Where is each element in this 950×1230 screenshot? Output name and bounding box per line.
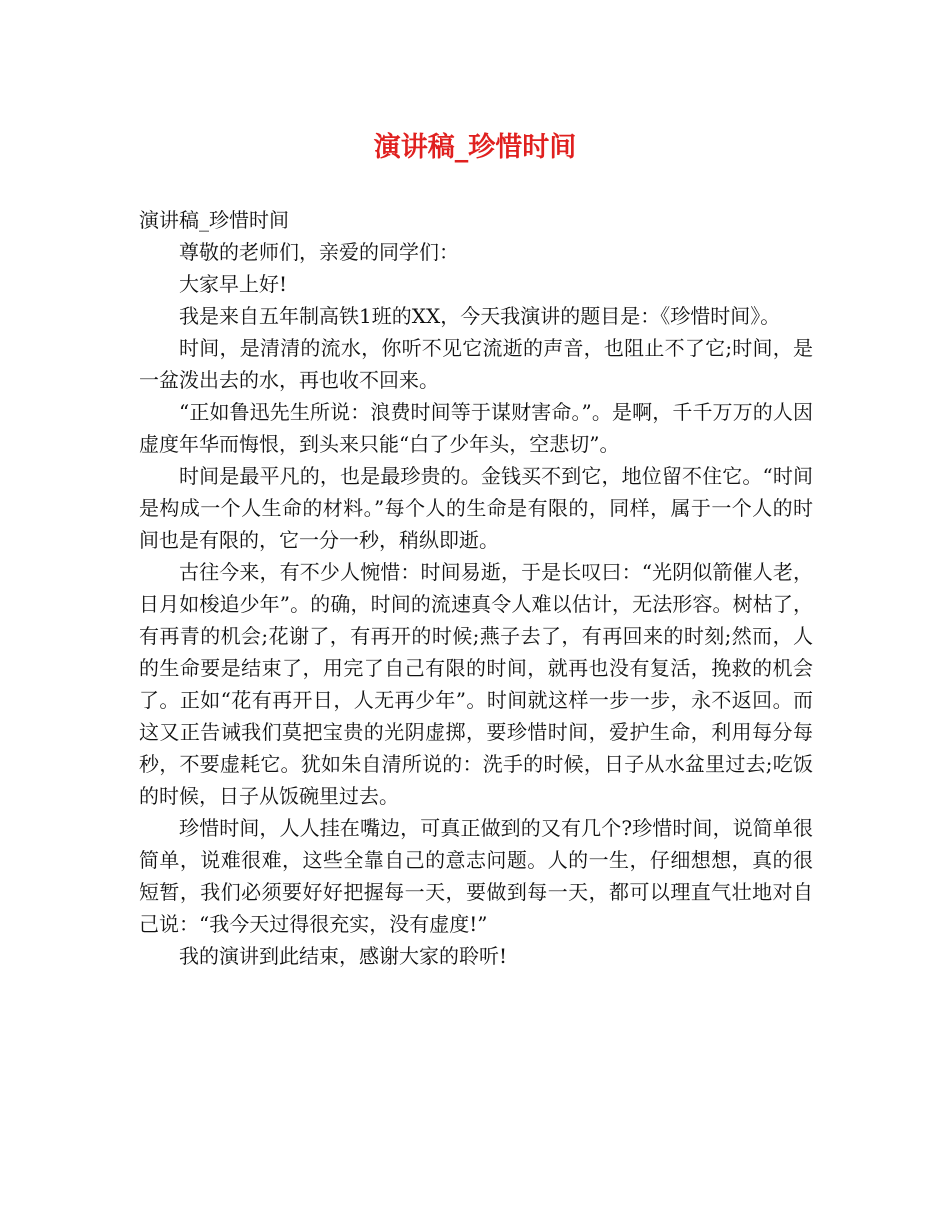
document-title: 演讲稿_珍惜时间	[373, 132, 577, 163]
paragraph-cherish-time: 珍惜时间，人人挂在嘴边，可真正做到的又有几个?珍惜时间，说简单很简单，说难很难，这些全靠自己的意志问题。人的一生，仔细想想，真的很短暂，我们必须要好好把握每一天，要做到每一天，都可以理直气壮地对自己说：“我今天过得很充实，没有虚度!”	[139, 816, 813, 936]
body-heading: 演讲稿_珍惜时间	[139, 208, 289, 232]
paragraph-luxun-quote: “正如鲁迅先生所说：浪费时间等于谋财害命。”。是啊，千千万万的人因虚度年华而悔恨，到头来只能“白了少年头，空悲切”。	[139, 400, 813, 456]
paragraph-time-precious: 时间是最平凡的，也是最珍贵的。金钱买不到它，地位留不住它。“时间是构成一个人生命的材料。”每个人的生命是有限的，同样，属于一个人的时间也是有限的，它一分一秒，稍纵即逝。	[139, 464, 813, 552]
paragraph-good-morning: 大家早上好!	[179, 272, 288, 296]
paragraph-time-passes: 古往今来，有不少人惋惜：时间易逝，于是长叹曰：“光阴似箭催人老，日月如梭追少年”。的确，时间的流速真令人难以估计，无法形容。树枯了，有再青的机会;花谢了，有再开的时候;燕子去了，有再回来的时刻;然而，人的生命要是结束了，用完了自己有限的时间，就再也没有复活，挽救的机会了。正如“花有再开日，人无再少年”。时间就这样一步一步，永不返回。而这又正告诫我们莫把宝贵的光阴虚掷，要珍惜时间，爱护生命，利用每分每秒，不要虚耗它。犹如朱自清所说的：洗手的时候，日子从水盆里过去;吃饭的时候，日子从饭碗里过去。	[139, 560, 813, 808]
document-body	[139, 204, 813, 972]
paragraph-time-water: 时间，是清清的流水，你听不见它流逝的声音，也阻止不了它;时间，是一盆泼出去的水，再也收不回来。	[139, 336, 813, 392]
paragraph-greeting: 尊敬的老师们，亲爱的同学们：	[179, 240, 459, 264]
paragraph-introduction: 我是来自五年制高铁1班的XX，今天我演讲的题目是：《珍惜时间》。	[179, 304, 781, 328]
paragraph-closing: 我的演讲到此结束，感谢大家的聆听!	[179, 944, 508, 968]
